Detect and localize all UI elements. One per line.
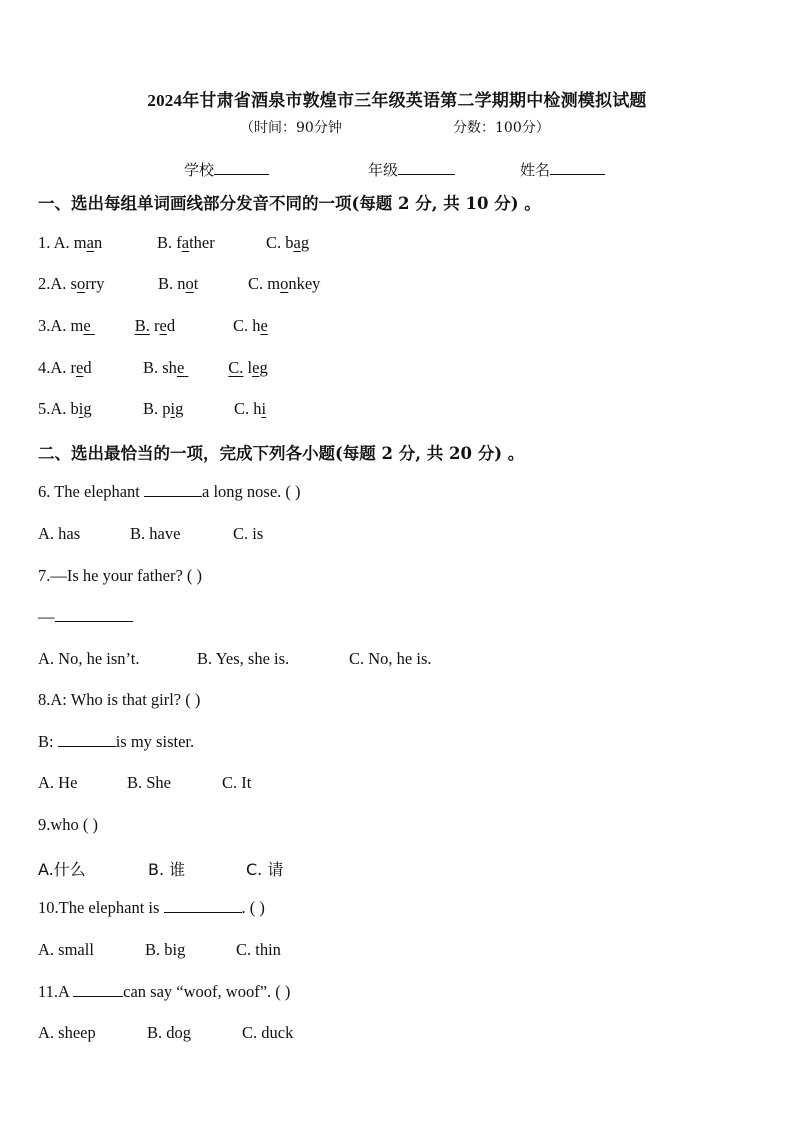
section-1-heading: 一、选出每组单词画线部分发音不同的一项(每题 2 分, 共 10 分) 。	[38, 194, 541, 213]
question-3-option-c[interactable]: C. he	[233, 316, 268, 335]
question-5-option-b[interactable]: B. pig	[143, 399, 184, 418]
gap-underline	[91, 316, 135, 336]
school-field[interactable]	[184, 159, 269, 180]
question-7-option-c[interactable]: C. No, he is.	[349, 649, 432, 668]
name-blank[interactable]	[550, 160, 605, 175]
answer-blank[interactable]	[55, 607, 133, 622]
question-1-option-c[interactable]: C. bag	[266, 233, 310, 252]
name-field[interactable]	[520, 159, 605, 180]
question-5: 5.A. big	[38, 399, 92, 418]
question-5-option-c[interactable]: C. hi	[234, 399, 267, 418]
question-10-option-b[interactable]: B. big	[145, 940, 186, 959]
question-6-option-c[interactable]: C. is	[233, 524, 264, 543]
question-3: 3.A. me B. red	[38, 316, 176, 335]
answer-blank[interactable]	[144, 482, 202, 497]
question-6-option-b[interactable]: B. have	[130, 524, 181, 543]
question-11-option-b[interactable]: B. dog	[147, 1023, 192, 1042]
question-7-option-b[interactable]: B. Yes, she is.	[197, 649, 290, 668]
name-label: 姓名	[520, 161, 551, 179]
page-title: 2024年甘肃省酒泉市敦煌市三年级英语第二学期期中检测模拟试题	[147, 91, 647, 110]
gap-underline	[184, 358, 228, 378]
grade-blank[interactable]	[398, 160, 455, 175]
question-10-option-c[interactable]: C. thin	[236, 940, 281, 959]
question-7-answer-line: —	[38, 607, 133, 627]
question-1-option-b[interactable]: B. father	[157, 233, 215, 252]
question-2: 2.A. sorry	[38, 274, 105, 293]
exam-score: 分数：100分）	[453, 120, 550, 136]
answer-blank[interactable]	[164, 898, 242, 913]
question-10-option-a[interactable]: A. small	[38, 940, 94, 959]
question-9-option-b[interactable]: B. 谁	[148, 860, 186, 879]
question-7: 7.—Is he your father? ( )	[38, 566, 203, 585]
question-9-option-a[interactable]: A.什么	[38, 860, 86, 879]
section-2-heading: 二、选出最恰当的一项，完成下列各小题(每题 2 分, 共 20 分) 。	[38, 444, 525, 463]
question-11-option-a[interactable]: A. sheep	[38, 1023, 96, 1042]
question-6: 6. The elephant a long nose. ( )	[38, 482, 301, 501]
grade-label: 年级	[368, 161, 399, 179]
question-4: 4.A. red	[38, 358, 92, 377]
question-6-option-a[interactable]: A. has	[38, 524, 81, 543]
question-9-option-c[interactable]: C. 请	[246, 860, 284, 879]
question-9: 9.who ( )	[38, 815, 99, 834]
question-1: 1. A. man	[38, 233, 103, 252]
question-8-option-a[interactable]: A. He	[38, 773, 78, 792]
question-8-option-b[interactable]: B. She	[127, 773, 172, 792]
school-blank[interactable]	[214, 160, 269, 175]
grade-field[interactable]	[368, 159, 455, 180]
answer-blank[interactable]	[73, 982, 123, 997]
school-label: 学校	[184, 161, 215, 179]
question-11: 11.A can say “woof, woof”. ( )	[38, 982, 291, 1001]
question-4-option-b[interactable]: B. she C. leg	[143, 358, 268, 377]
question-10: 10.The elephant is . ( )	[38, 898, 265, 917]
question-8-option-c[interactable]: C. It	[222, 773, 252, 792]
question-2-option-b[interactable]: B. not	[158, 274, 199, 293]
answer-blank[interactable]	[58, 732, 116, 747]
question-7-option-a[interactable]: A. No, he isn’t.	[38, 649, 140, 668]
question-11-option-c[interactable]: C. duck	[242, 1023, 294, 1042]
exam-time: （时间：90分钟	[240, 120, 342, 136]
question-8: 8.A: Who is that girl? ( )	[38, 690, 201, 709]
question-2-option-c[interactable]: C. monkey	[248, 274, 321, 293]
question-8-b-line: B: is my sister.	[38, 732, 195, 751]
